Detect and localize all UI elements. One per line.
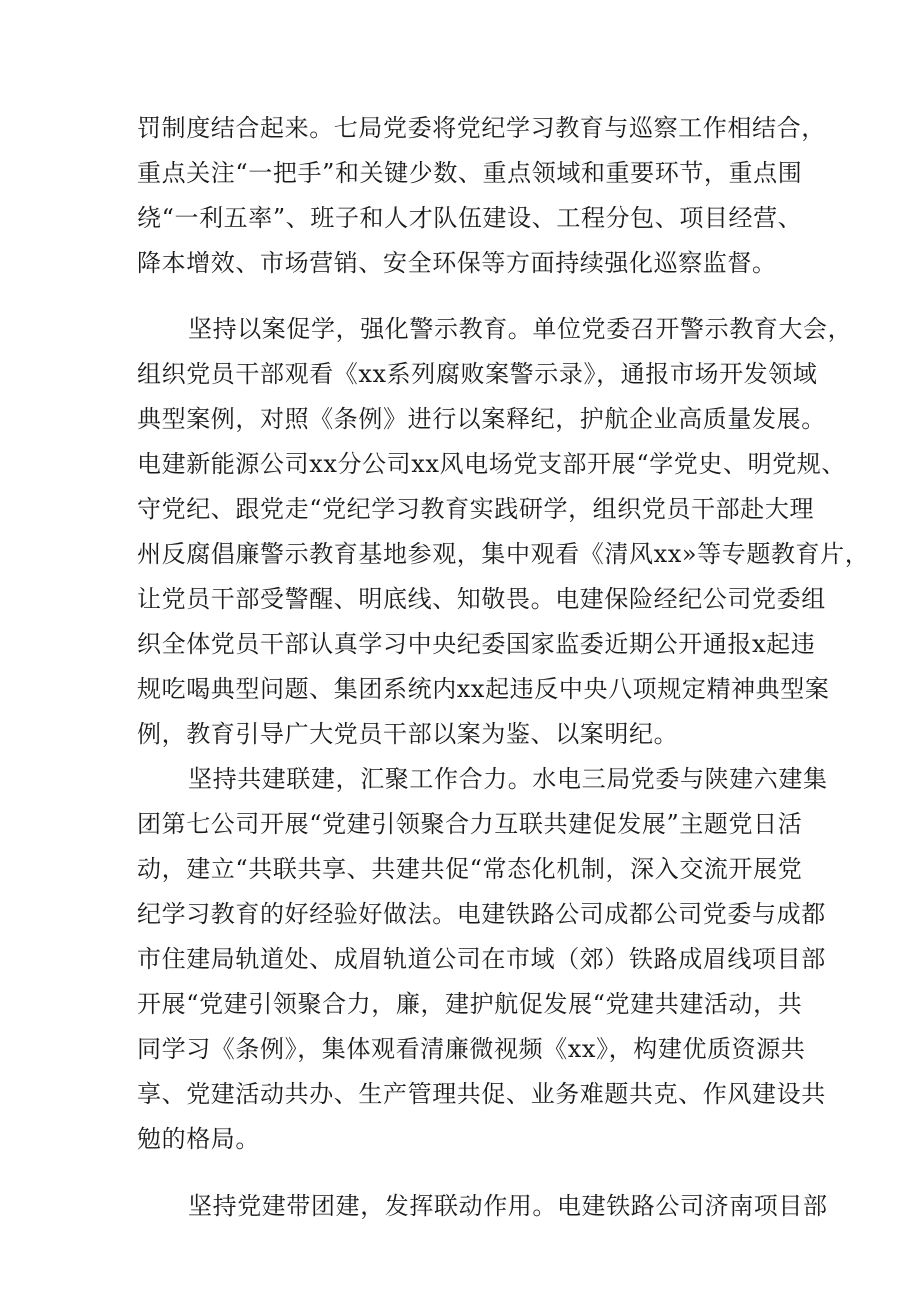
- text-line: 市住建局轨道处、成眉轨道公司在市域（郊）铁路成眉线项目部: [137, 945, 826, 973]
- text-line: 罚制度结合起来。七局党委将党纪学习教育与巡察工作相结合，: [137, 114, 826, 142]
- paragraph-first-line: 坚持共建联建，汇聚工作合力。水电三局党委与陕建六建集: [188, 765, 828, 793]
- text-line: 织全体党员干部认真学习中央纪委国家监委近期公开通报x起违: [137, 630, 816, 658]
- text-line: 纪学习教育的好经验好做法。电建铁路公司成都公司党委与成都: [137, 900, 826, 928]
- text-line: 电建新能源公司xx分公司xx风电场党支部开展“学党史、明党规、: [137, 450, 847, 478]
- text-line: 勉的格局。: [137, 1125, 260, 1153]
- paragraph-first-line: 坚持党建带团建，发挥联动作用。电建铁路公司济南项目部: [188, 1192, 828, 1220]
- text-line: 同学习《条例》，集体观看清廉微视频《xx》，构建优质资源共: [137, 1035, 806, 1063]
- text-line: 重点关注“一把手”和关键少数、重点领域和重要环节，重点围: [137, 159, 803, 187]
- text-line: 让党员干部受警醒、明底线、知敬畏。电建保险经纪公司党委组: [137, 585, 826, 613]
- text-line: 动，建立“共联共享、共建共促“常态化机制，深入交流开展党: [137, 855, 803, 883]
- text-line: 典型案例，对照《条例》进行以案释纪，护航企业高质量发展。: [137, 405, 826, 433]
- text-line: 绕“一利五率”、班子和人才队伍建设、工程分包、项目经营、: [137, 204, 803, 232]
- text-line: 开展“党建引领聚合力，廉，建护航促发展“党建共建活动，共: [137, 990, 803, 1018]
- text-line: 州反腐倡廉警示教育基地参观，集中观看《清风xx»等专题教育片，: [137, 540, 870, 568]
- text-line: 守党纪、跟党走“党纪学习教育实践研学，组织党员干部赴大理: [137, 495, 815, 523]
- paragraph-first-line: 坚持以案促学，强化警示教育。单位党委召开警示教育大会，: [188, 315, 853, 343]
- text-line: 降本增效、市场营销、安全环保等方面持续强化巡察监督。: [137, 249, 777, 277]
- text-line: 团第七公司开展“党建引领聚合力互联共建促发展”主题党日活: [137, 810, 803, 838]
- text-line: 享、党建活动共办、生产管理共促、业务难题共克、作风建设共: [137, 1080, 826, 1108]
- text-line: 例，教育引导广大党员干部以案为鉴、以案明纪。: [137, 720, 679, 748]
- text-line: 组织党员干部观看《xx系列腐败案警示录》，通报市场开发领域: [137, 360, 818, 388]
- text-line: 规吃喝典型问题、集团系统内xx起违反中央八项规定精神典型案: [137, 675, 830, 703]
